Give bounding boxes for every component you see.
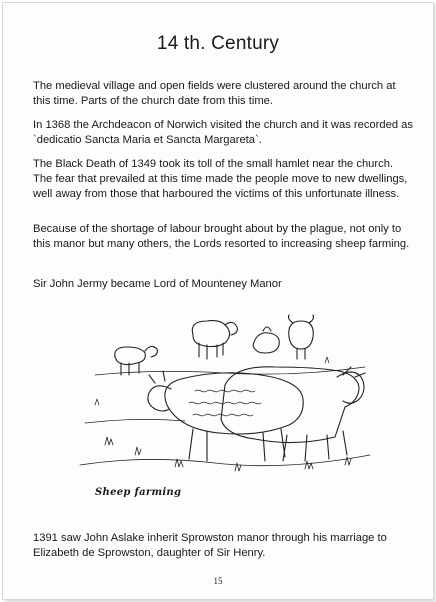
paragraph-jermy: Sir John Jermy became Lord of Mounteney Manor	[33, 278, 282, 290]
sheep-farming-illustration	[75, 305, 375, 493]
large-sheep-back-icon	[221, 367, 365, 461]
paragraph-labour-shortage: Because of the shortage of labour brought about by the plague, not only to this manor but many others, the Lords resorted to increasing sheep farming.	[33, 223, 410, 250]
figure-caption: Sheep farming	[95, 487, 182, 498]
page-title: 14 th. Century	[156, 33, 280, 54]
paragraph-aslake: 1391 saw John Aslake inherit Sprowston manor through his marriage to Elizabeth de Sprowston, daughter of Sir Henry.	[33, 532, 387, 559]
distant-sheep-icon	[192, 321, 237, 359]
paragraph-black-death: The Black Death of 1349 took its toll of the small hamlet near the church. The fear that prevailed at this time made the people move to new dwellings, well away from those that harboured the victims of this unfortunate illness.	[33, 158, 408, 200]
document-page	[2, 2, 434, 600]
page-number: 15	[213, 576, 223, 586]
paragraph-archdeacon: In 1368 the Archdeacon of Norwich visited the church and it was recorded as `dedicatio Sancta Maria et Sancta Margareta`.	[33, 119, 413, 146]
paragraph-village: The medieval village and open fields were clustered around the church at this time. Parts of the church date from this time.	[33, 80, 396, 107]
distant-sheep-facing-icon	[289, 315, 314, 359]
